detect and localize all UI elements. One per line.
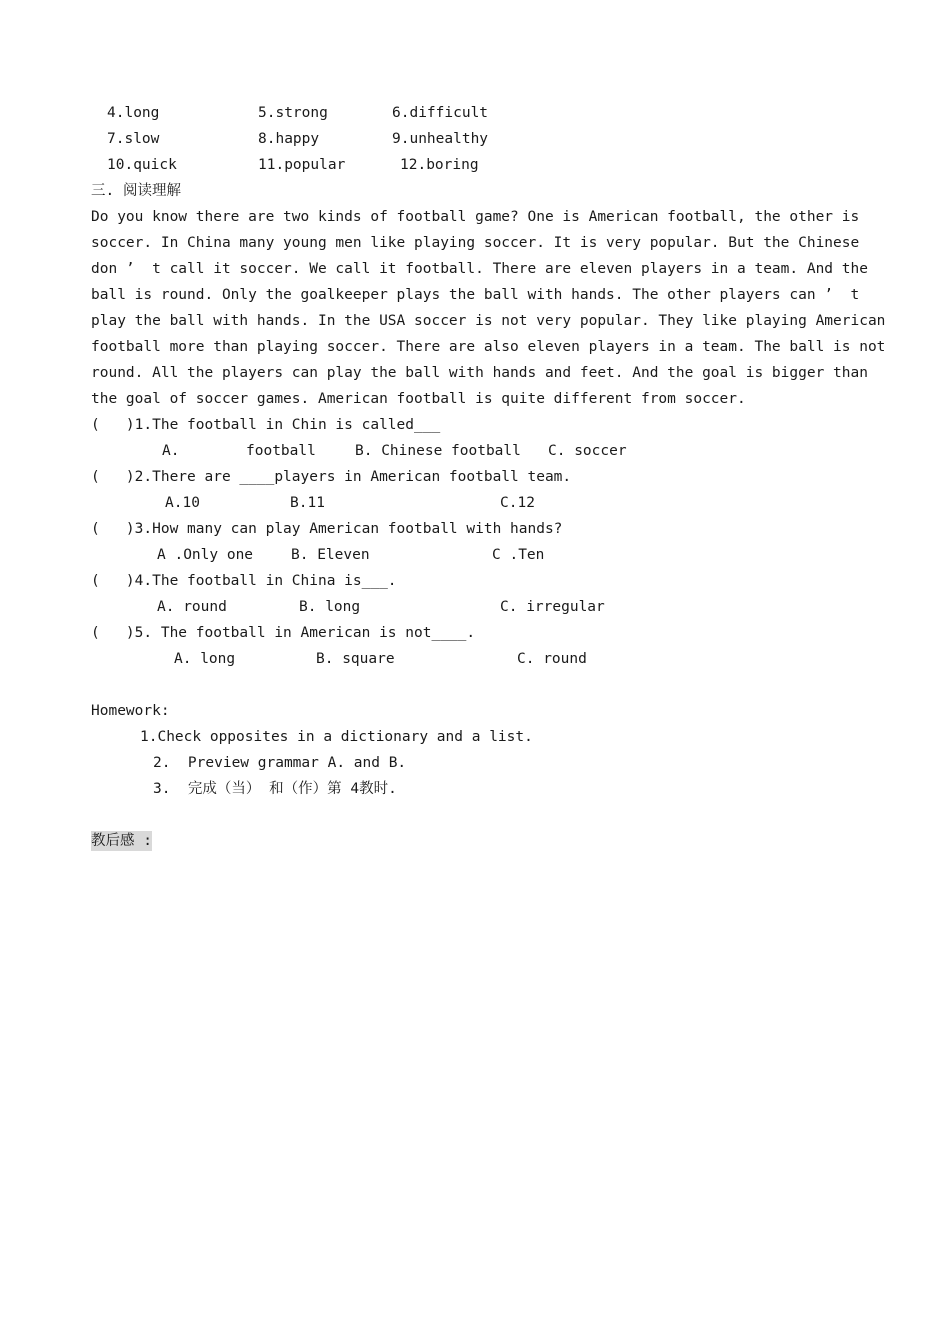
reflection-label: 教后感 : xyxy=(91,833,152,849)
word-item: 11.popular xyxy=(258,157,346,173)
option: C.12 xyxy=(500,495,535,511)
option: B. Chinese football xyxy=(355,443,521,459)
passage-line: round. All the players can play the ball with hands and feet. And the goal is bigger than xyxy=(91,365,868,381)
option: B. Eleven xyxy=(291,547,370,563)
question-stem: ( )1.The football in Chin is called___ xyxy=(91,417,441,433)
option: C. soccer xyxy=(548,443,627,459)
passage-line: don ’ t call it soccer. We call it football. There are eleven players in a team. And the xyxy=(91,261,868,277)
option: B. long xyxy=(299,599,361,615)
option: C .Ten xyxy=(492,547,545,563)
opposites-row xyxy=(0,155,950,175)
passage-line: football more than playing soccer. There are also eleven players in a team. The ball is not xyxy=(91,339,886,355)
opposites-row xyxy=(0,129,950,149)
word-item: 10.quick xyxy=(107,157,177,173)
homework-item: 3. 完成（当） 和（作）第 4教时. xyxy=(153,781,397,797)
question-stem: ( )2.There are ____players in American football team. xyxy=(91,469,572,485)
question-stem: ( )3.How many can play American football with hands? xyxy=(91,521,563,537)
question-options xyxy=(0,597,950,617)
passage-line: play the ball with hands. In the USA soccer is not very popular. They like playing American xyxy=(91,313,886,329)
option: A. xyxy=(162,443,180,459)
passage-line: the goal of soccer games. American football is quite different from soccer. xyxy=(91,391,746,407)
passage-line: soccer. In China many young men like playing soccer. It is very popular. But the Chinese xyxy=(91,235,860,251)
option: A. round xyxy=(157,599,227,615)
word-item: 7.slow xyxy=(107,131,160,147)
option: C. round xyxy=(517,651,587,667)
question-options xyxy=(0,649,950,669)
question-options xyxy=(0,545,950,565)
section-heading: 三. 阅读理解 xyxy=(91,183,181,199)
word-item: 4.long xyxy=(107,105,160,121)
question-stem: ( )5. The football in American is not____. xyxy=(91,625,476,641)
option: A.10 xyxy=(165,495,200,511)
word-item: 9.unhealthy xyxy=(392,131,489,147)
option: A. long xyxy=(174,651,236,667)
word-item: 8.happy xyxy=(258,131,320,147)
homework-title: Homework: xyxy=(91,703,170,719)
option: B. square xyxy=(316,651,395,667)
option: B.11 xyxy=(290,495,325,511)
option: football xyxy=(246,443,316,459)
word-item: 12.boring xyxy=(400,157,479,173)
word-item: 6.difficult xyxy=(392,105,489,121)
question-stem: ( )4.The football in China is___. xyxy=(91,573,397,589)
option: A .Only one xyxy=(157,547,254,563)
passage-line: Do you know there are two kinds of football game? One is American football, the other is xyxy=(91,209,860,225)
question-options xyxy=(0,441,950,461)
word-item: 5.strong xyxy=(258,105,328,121)
option: C. irregular xyxy=(500,599,605,615)
homework-item: 2. Preview grammar A. and B. xyxy=(153,755,407,771)
passage-line: ball is round. Only the goalkeeper plays the ball with hands. The other players can ’ t xyxy=(91,287,860,303)
opposites-row xyxy=(0,103,950,123)
homework-item: 1.Check opposites in a dictionary and a list. xyxy=(140,729,533,745)
question-options xyxy=(0,493,950,513)
